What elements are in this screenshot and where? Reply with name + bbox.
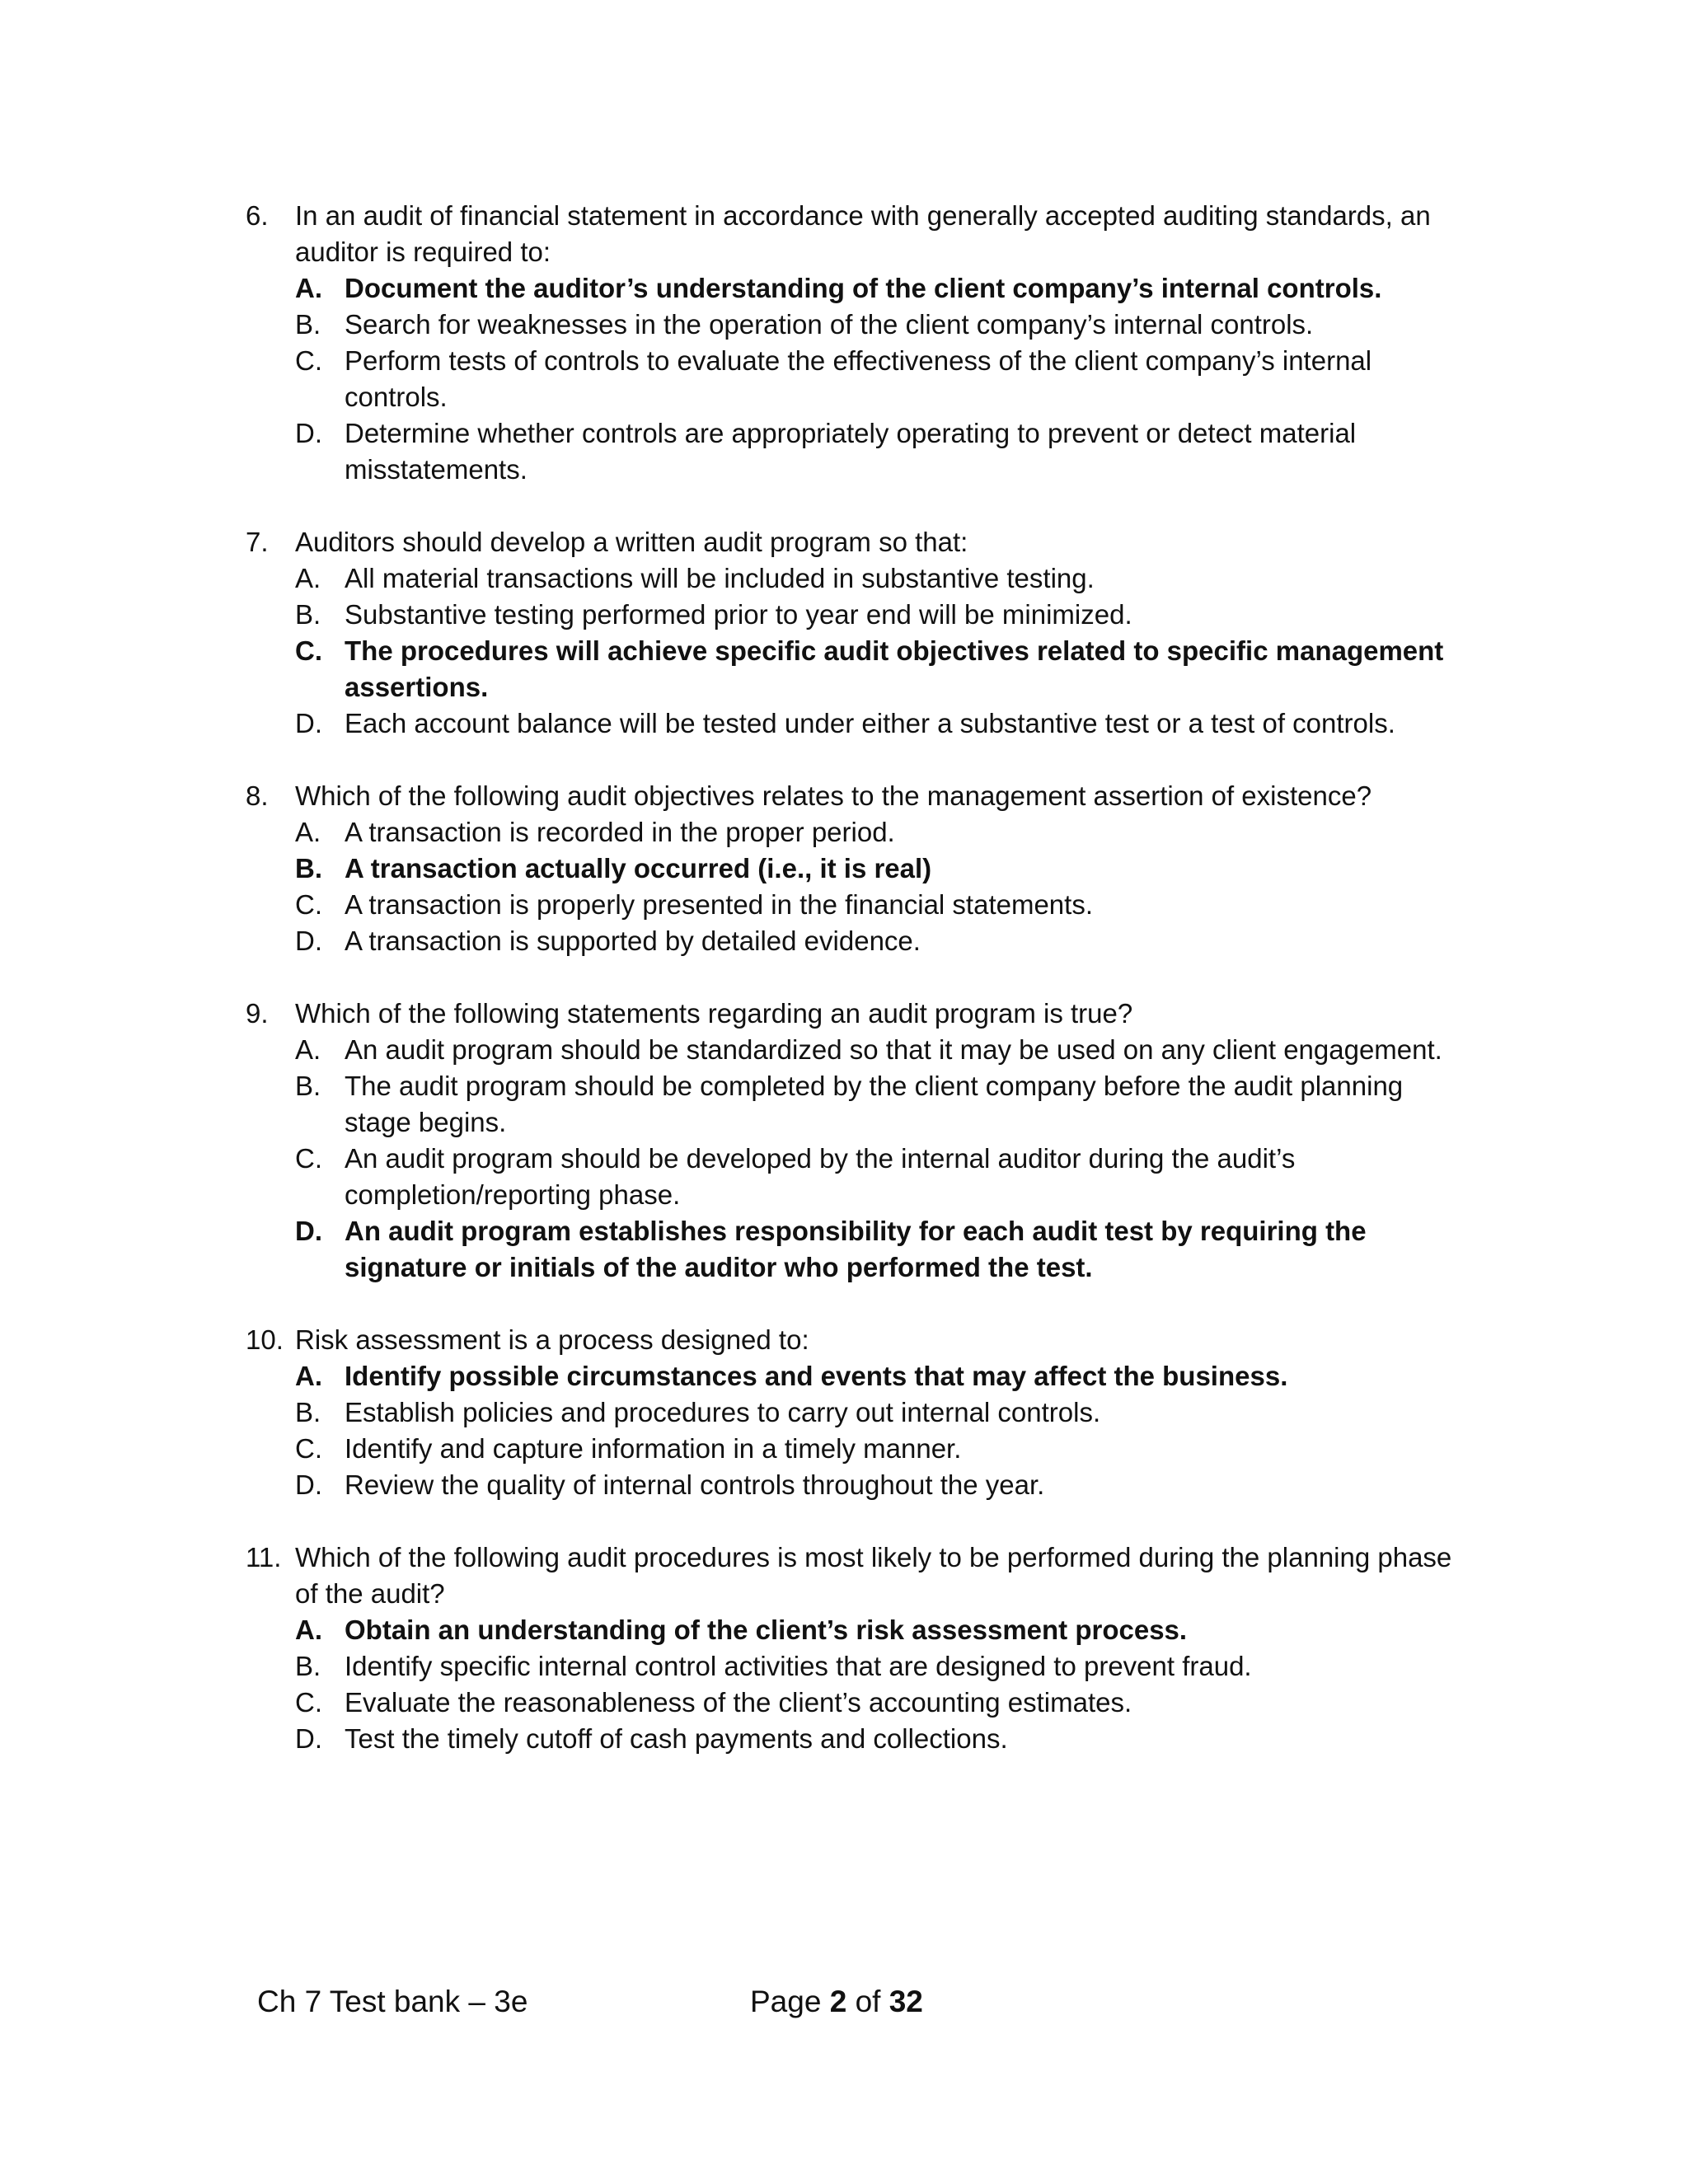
answer-options (295, 1032, 1465, 1286)
option-letter: A. (295, 817, 321, 847)
answer-option (295, 1141, 1465, 1213)
answer-options (295, 270, 1465, 488)
option-text: Obtain an understanding of the client’s risk assessment process. (345, 1615, 1188, 1645)
option-letter: D. (295, 708, 322, 738)
option-text: Test the timely cutoff of cash payments and collections. (345, 1723, 1008, 1754)
option-text: Each account balance will be tested under either a substantive test or a test of controls. (345, 708, 1395, 738)
question-stem (246, 524, 1465, 560)
answer-option (295, 705, 1465, 742)
option-letter: D. (295, 1216, 322, 1246)
option-text: An audit program establishes responsibility for each audit test by requiring the signature or initials of the auditor who performed the test. (345, 1216, 1367, 1282)
option-letter: A. (295, 1615, 322, 1645)
page-of: of (855, 1985, 881, 2018)
option-letter: B. (295, 309, 321, 340)
question-number: 9. (246, 998, 269, 1029)
answer-option (295, 560, 1465, 597)
option-text: Document the auditor’s understanding of the client company’s internal controls. (345, 273, 1382, 303)
option-text: An audit program should be standardized so that it may be used on any client engagement. (345, 1034, 1442, 1065)
option-letter: B. (295, 1651, 321, 1681)
answer-option (295, 343, 1465, 415)
answer-option (295, 597, 1465, 633)
question-number: 8. (246, 780, 269, 811)
option-letter: A. (295, 273, 322, 303)
option-letter: C. (295, 889, 322, 920)
option-text: All material transactions will be included in substantive testing. (345, 563, 1095, 593)
answer-option (295, 415, 1465, 488)
answer-options (295, 560, 1465, 742)
option-text: Identify specific internal control activities that are designed to prevent fraud. (345, 1651, 1252, 1681)
question-item (246, 198, 1465, 488)
question-text: Risk assessment is a process designed to: (295, 1324, 809, 1355)
question-text: Which of the following audit procedures is most likely to be performed during the planning phase of the audit? (295, 1542, 1452, 1609)
option-letter: A. (295, 563, 321, 593)
question-item (246, 524, 1465, 742)
answer-option-correct (295, 1358, 1465, 1394)
question-stem (246, 198, 1465, 270)
answer-option (295, 307, 1465, 343)
option-text: A transaction is properly presented in the financial statements. (345, 889, 1093, 920)
option-letter: A. (295, 1034, 321, 1065)
question-item (246, 996, 1465, 1286)
page-footer (257, 1981, 1411, 2022)
question-number: 6. (246, 200, 269, 231)
option-letter: C. (295, 1143, 322, 1174)
question-text: In an audit of financial statement in accordance with generally accepted auditing standards, an auditor is required to: (295, 200, 1431, 267)
question-item (246, 1322, 1465, 1503)
answer-option-correct (295, 1612, 1465, 1648)
answer-option-correct (295, 1213, 1465, 1286)
option-text: Review the quality of internal controls throughout the year. (345, 1469, 1045, 1500)
question-stem (246, 996, 1465, 1032)
option-letter: D. (295, 1723, 322, 1754)
answer-options (295, 1358, 1465, 1503)
option-text: Identify possible circumstances and events that may affect the business. (345, 1361, 1288, 1391)
answer-option (295, 1032, 1465, 1068)
option-text: Evaluate the reasonableness of the client’s accounting estimates. (345, 1687, 1132, 1718)
option-text: Search for weaknesses in the operation of the client company’s internal controls. (345, 309, 1314, 340)
answer-option (295, 1068, 1465, 1141)
question-list (246, 198, 1465, 1793)
footer-page-number (750, 1981, 923, 2022)
option-text: Substantive testing performed prior to year end will be minimized. (345, 599, 1132, 630)
option-text: Establish policies and procedures to carry out internal controls. (345, 1397, 1101, 1427)
question-text: Which of the following statements regarding an audit program is true? (295, 998, 1133, 1029)
answer-options (295, 814, 1465, 959)
question-number: 10. (246, 1324, 284, 1355)
answer-option (295, 1685, 1465, 1721)
option-letter: C. (295, 1433, 322, 1464)
answer-option-correct (295, 633, 1465, 705)
option-letter: C. (295, 635, 322, 666)
question-text: Which of the following audit objectives relates to the management assertion of existence? (295, 780, 1372, 811)
option-text: A transaction is supported by detailed evidence. (345, 926, 921, 956)
option-letter: D. (295, 1469, 322, 1500)
answer-option (295, 1394, 1465, 1431)
question-stem (246, 778, 1465, 814)
option-text: The procedures will achieve specific audit objectives related to specific management assertions. (345, 635, 1444, 702)
answer-option (295, 814, 1465, 851)
question-number: 11. (246, 1542, 282, 1572)
option-letter: C. (295, 1687, 322, 1718)
answer-option (295, 887, 1465, 923)
option-letter: B. (295, 1071, 321, 1101)
option-letter: B. (295, 1397, 321, 1427)
option-letter: B. (295, 853, 322, 883)
answer-option (295, 1431, 1465, 1467)
question-stem (246, 1322, 1465, 1358)
answer-option (295, 1648, 1465, 1685)
option-text: Perform tests of controls to evaluate the effectiveness of the client company’s internal controls. (345, 345, 1372, 412)
option-text: A transaction actually occurred (i.e., it is real) (345, 853, 932, 883)
option-letter: C. (295, 345, 322, 376)
question-item (246, 778, 1465, 959)
option-letter: A. (295, 1361, 322, 1391)
question-text: Auditors should develop a written audit program so that: (295, 527, 968, 557)
option-text: Determine whether controls are appropriately operating to prevent or detect material misstatements. (345, 418, 1357, 485)
answer-options (295, 1612, 1465, 1757)
question-item (246, 1540, 1465, 1757)
page-total: 32 (889, 1985, 923, 2018)
answer-option-correct (295, 851, 1465, 887)
answer-option-correct (295, 270, 1465, 307)
answer-option (295, 923, 1465, 959)
page-current: 2 (829, 1985, 847, 2018)
answer-option (295, 1721, 1465, 1757)
option-text: An audit program should be developed by the internal auditor during the audit’s completion/reporting phase. (345, 1143, 1296, 1210)
option-text: A transaction is recorded in the proper period. (345, 817, 895, 847)
answer-option (295, 1467, 1465, 1503)
footer-document-title: Ch 7 Test bank – 3e (257, 1985, 528, 2018)
option-letter: D. (295, 418, 322, 448)
option-text: The audit program should be completed by the client company before the audit planning stage begins. (345, 1071, 1404, 1137)
question-stem (246, 1540, 1465, 1612)
option-text: Identify and capture information in a timely manner. (345, 1433, 962, 1464)
question-number: 7. (246, 527, 269, 557)
page-prefix: Page (750, 1985, 822, 2018)
option-letter: D. (295, 926, 322, 956)
option-letter: B. (295, 599, 321, 630)
